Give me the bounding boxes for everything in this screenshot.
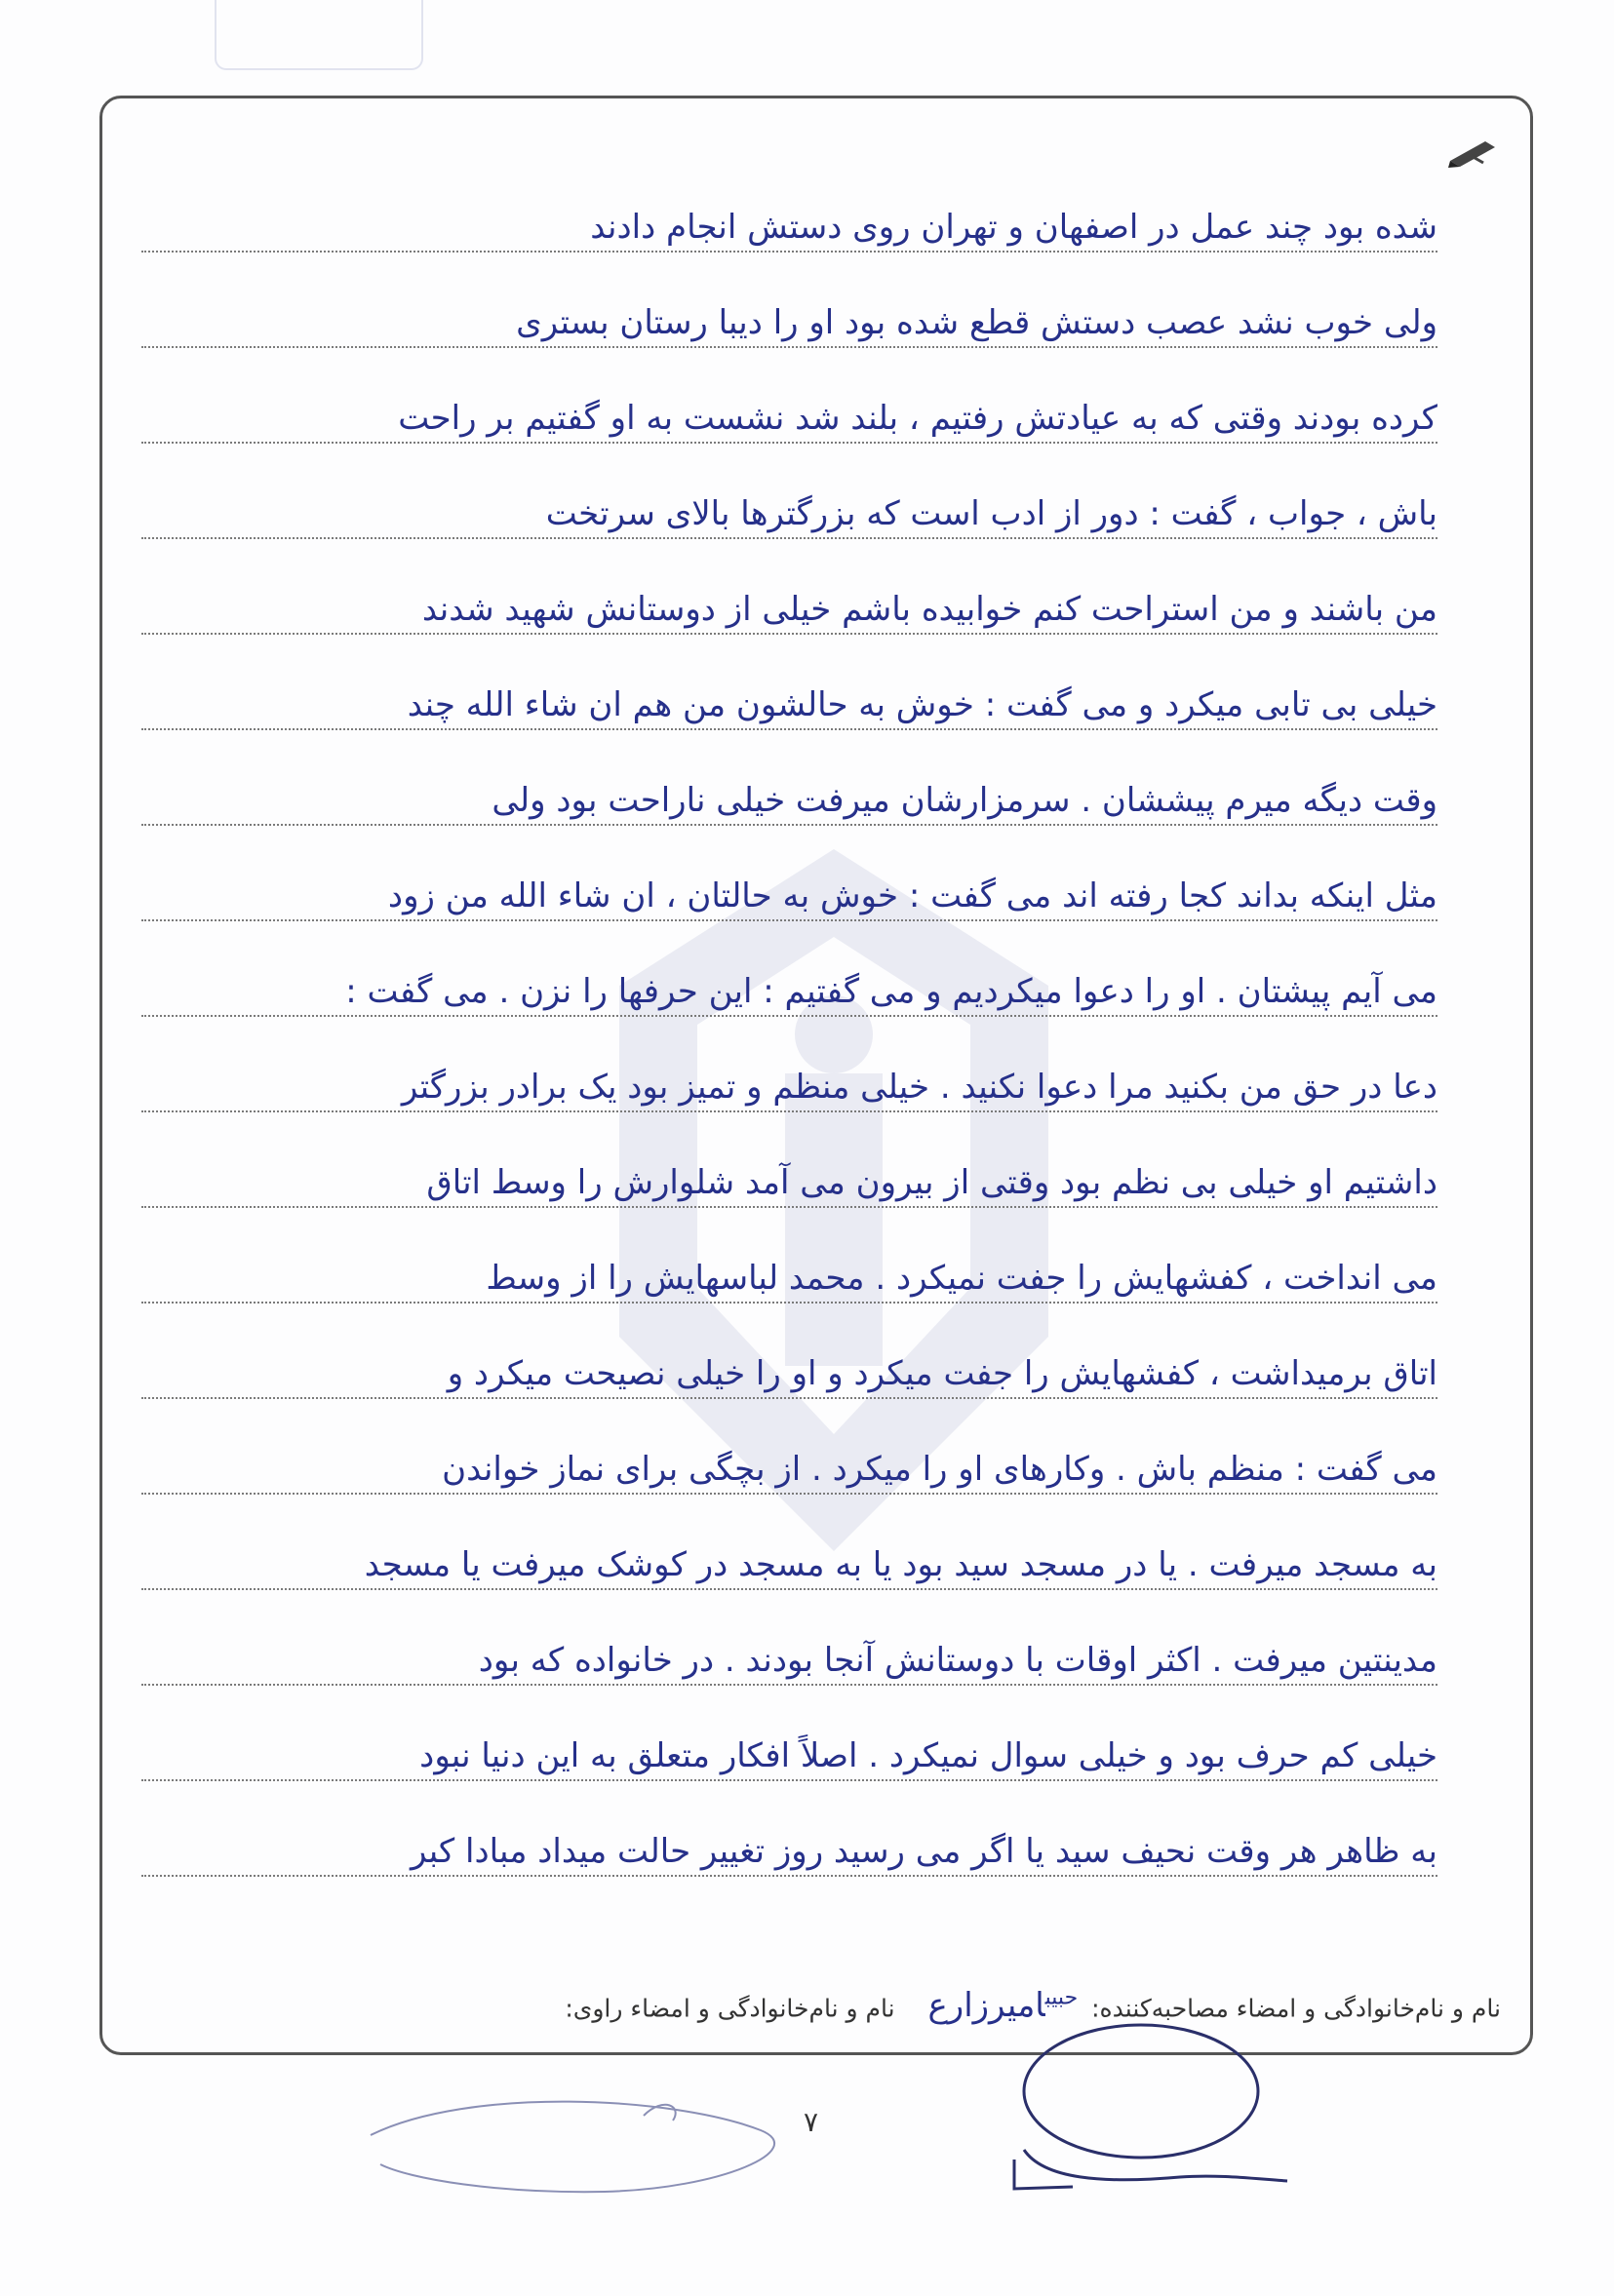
narrator-signature — [985, 2013, 1307, 2208]
text-line — [141, 1495, 1437, 1590]
text-line — [141, 444, 1437, 539]
line-text: باش ، جواب ، گفت : دور از ادب است که بزرگترها بالای سرتخت — [545, 494, 1437, 533]
text-line — [141, 1208, 1437, 1304]
text-line — [141, 157, 1437, 253]
line-text: شده بود چند عمل در اصفهان و تهران روی دستش انجام دادند — [590, 208, 1437, 247]
interviewer-name-text: امیرزارع — [927, 1986, 1045, 2025]
text-line — [141, 1017, 1437, 1112]
line-text: من باشند و من استراحت کنم خوابیده باشم خیلی از دوستانش شهید شدند — [421, 590, 1437, 629]
narrator-label: نام و نام‌خانوادگی و امضاء راوی: — [565, 1994, 895, 2022]
line-text: می گفت : منظم باش . وکارهای او را میکرد . از بچگی برای نماز خواندن — [442, 1450, 1437, 1489]
interviewer-name-super: حبیب — [1044, 1985, 1079, 2010]
text-line — [141, 1590, 1437, 1686]
text-line — [141, 539, 1437, 635]
text-line — [141, 1686, 1437, 1781]
text-line — [141, 826, 1437, 921]
interviewer-label: نام و نام‌خانوادگی و امضاء مصاحبه‌کننده: — [1091, 1994, 1501, 2022]
line-text: خیلی بی تابی میکرد و می گفت : خوش به حالشون من هم ان شاء الله چند — [407, 685, 1437, 724]
text-line — [141, 635, 1437, 730]
interviewer-signature — [351, 2077, 839, 2213]
text-line — [141, 730, 1437, 826]
line-text: ولی خوب نشد عصب دستش قطع شده بود او را دیبا رستان بستری — [516, 303, 1437, 342]
line-text: مدینتین میرفت . اکثر اوقات با دوستانش آنجا بودند . در خانواده که بود — [478, 1641, 1437, 1680]
line-text: به ظاهر هر وقت نحیف سید یا اگر می رسید روز تغییر حالت میداد مبادا کبر — [411, 1832, 1437, 1871]
handwritten-lines — [141, 157, 1437, 1877]
text-line — [141, 253, 1437, 348]
text-line — [141, 921, 1437, 1017]
line-text: کرده بودند وقتی که به عیادتش رفتیم ، بلند شد نشست به او گفتیم بر راحت — [398, 399, 1437, 438]
text-line — [141, 1399, 1437, 1495]
line-text: اتاق برمیداشت ، کفشهایش را جفت میکرد و او را خیلی نصیحت میکرد و — [447, 1354, 1437, 1393]
line-text: می انداخت ، کفشهایش را جفت نمیکرد . محمد لباسهایش را از وسط — [486, 1259, 1437, 1298]
line-text: وقت دیگه میرم پیششان . سرمزارشان میرفت خیلی ناراحت بود ولی — [492, 781, 1437, 820]
line-text: داشتیم او خیلی بی نظم بود وقتی از بیرون می آمد شلوارش را وسط اتاق — [426, 1163, 1437, 1202]
text-line — [141, 1781, 1437, 1877]
text-line — [141, 348, 1437, 444]
pencil-icon — [1446, 136, 1501, 169]
line-text: دعا در حق من بکنید مرا دعوا نکنید . خیلی منظم و تمیز بود یک برادر بزرگتر — [401, 1068, 1437, 1107]
text-line — [141, 1112, 1437, 1208]
line-text: مثل اینکه بداند کجا رفته اند می گفت : خوش به حالتان ، ان شاء الله من زود — [387, 876, 1437, 915]
line-text: خیلی کم حرف بود و خیلی سوال نمیکرد . اصلاً افکار متعلق به این دنیا نبود — [419, 1736, 1437, 1775]
page-number: ۷ — [804, 2106, 819, 2138]
handwritten-form-frame — [99, 96, 1533, 2055]
text-line — [141, 1304, 1437, 1399]
corner-stamp — [215, 0, 423, 70]
line-text: به مسجد میرفت . یا در مسجد سید بود یا به مسجد در کوشک میرفت یا مسجد — [364, 1545, 1437, 1584]
line-text: می آیم پیشتان . او را دعوا میکردیم و می گفتیم : این حرفها را نزن . می گفت : — [345, 972, 1437, 1011]
